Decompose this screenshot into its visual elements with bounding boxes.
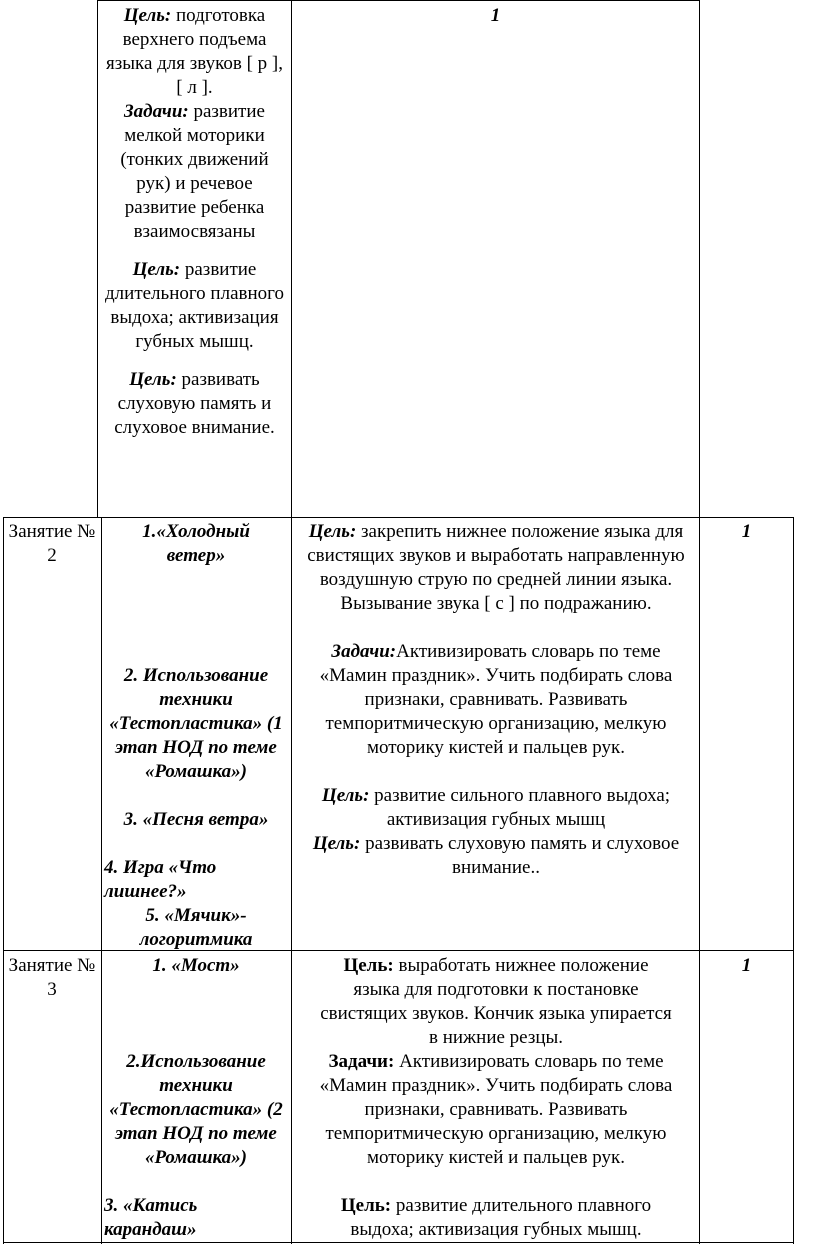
row1-goals-cell	[103, 4, 286, 440]
row3-item-3: 3. «Катись карандаш»	[104, 1195, 198, 1240]
row1-goal-3: Цель: развитие длительного плавного выдоха; активизация губных мышц.	[105, 259, 284, 352]
row2-goal-4: Цель: развивать слуховую память и слуховое внимание..	[312, 833, 680, 878]
grid-line-v4	[793, 517, 794, 1244]
row2-item-5: 5. «Мячик»-логоритмика	[139, 905, 253, 950]
row3-item-2: 2.Использование техники «Тестопластика» (2 этап НОД по теме «Ромашка»)	[109, 1051, 283, 1168]
row1-goal-4: Цель: развивать слуховую память и слуховое внимание.	[114, 369, 275, 438]
row2-item-3: 3. «Песня ветра»	[123, 809, 269, 830]
grid-line-v0	[3, 517, 4, 1244]
row2-item-4: 4. Игра «Что лишнее?»	[104, 857, 217, 902]
row1-goal-2: Задачи: развитие мелкой моторики (тонких движений рук) и речевое развитие ребенка взаимосвязаны	[120, 101, 269, 242]
row1-goal-1: Цель: подготовка верхнего подъема языка для звуков [ р ], [ л ].	[106, 5, 283, 98]
grid-line-v1	[97, 0, 98, 518]
row2-goal-3: Цель: развитие сильного плавного выдоха; активизация губных мышц	[321, 785, 671, 830]
grid-line-v3	[699, 0, 700, 1244]
row2-items-cell	[104, 520, 288, 952]
row3-count: 1	[741, 955, 752, 976]
row3-lesson-label: Занятие № 3	[8, 955, 96, 1000]
grid-line-v1b	[101, 517, 102, 1244]
grid-line-v2	[291, 0, 292, 1244]
row3-goal-1: Цель: выработать нижнее положение языка для подготовки к постановке свистящих звуков. Кончик языка упирается в нижние резцы.	[320, 955, 672, 1048]
row2-item-1: 1.«Холодный ветер»	[142, 521, 250, 566]
row2-goal-1: Цель: закрепить нижнее положение языка для свистящих звуков и выработать направленную воздушную струю по средней линии языка. Вызывание звука [ с ] по подражанию.	[307, 521, 685, 614]
row3-items-cell	[104, 954, 288, 1242]
grid-line-top	[97, 0, 700, 1]
row1-count: 1	[490, 5, 501, 26]
row2-count: 1	[741, 521, 752, 542]
row2-item-2: 2. Использование техники «Тестопластика» (1 этап НОД по теме «Ромашка»)	[109, 665, 283, 782]
grid-line-bottom	[3, 1242, 794, 1243]
row2-goals-cell	[300, 520, 692, 880]
row3-item-1: 1. «Мост»	[152, 955, 240, 976]
row3-goals-cell	[300, 954, 692, 1242]
row3-goal-3: Цель: развитие длительного плавного выдоха; активизация губных мышц.	[340, 1195, 652, 1240]
grid-line-row2-top	[3, 517, 794, 518]
row2-goal-2: Задачи:Активизировать словарь по теме «Мамин праздник». Учить подбирать слова признаки, сравнивать. Развивать темпоритмическую организацию, мелкую моторику кистей и пальцев рук.	[319, 641, 673, 758]
row3-goal-2: Задачи: Активизировать словарь по теме «Мамин праздник». Учить подбирать слова признаки, сравнивать. Развивать темпоритмическую организацию, мелкую моторику кистей и пальцев рук.	[319, 1051, 673, 1168]
row2-lesson-label: Занятие № 2	[8, 521, 96, 566]
